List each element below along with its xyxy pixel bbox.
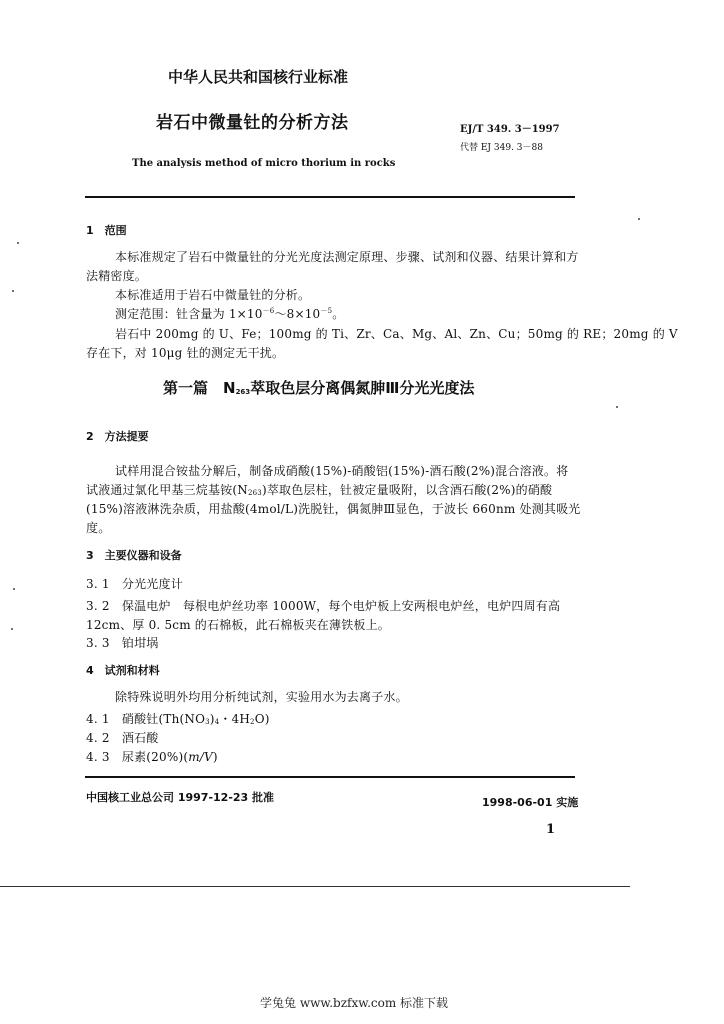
section-4-heading: 4 试剂和材料 bbox=[86, 664, 160, 677]
section-1-heading: 1 范围 bbox=[86, 224, 127, 237]
scan-speck bbox=[638, 218, 640, 220]
section-3-item-1: 3. 1 分光光度计 bbox=[86, 577, 183, 591]
section-2-line-1: 试样用混合铵盐分解后，制备成硝酸(15%)-硝酸铝(15%)-酒石酸(2%)混合溶液。将 bbox=[115, 464, 569, 478]
section-2-line-3: (15%)溶液淋洗杂质，用盐酸(4mol/L)洗脱钍，偶氮胂Ⅲ显色，于波长 660nm 处测其吸光 bbox=[86, 502, 581, 516]
footer-rule bbox=[85, 776, 575, 778]
section-1-measurement-range: 测定范围：钍含量为 $1\times 10^{-6}\sim 8\times 10^{-5}$。 bbox=[115, 307, 345, 321]
section-1-paragraph-1-line-2: 法精密度。 bbox=[86, 269, 148, 283]
page-number: 1 bbox=[546, 822, 556, 837]
section-4-item-2: 4. 2 酒石酸 bbox=[86, 731, 159, 745]
section-2-heading: 2 方法提要 bbox=[86, 430, 149, 443]
document-title-en: The analysis method of micro thorium in rocks bbox=[132, 158, 396, 169]
section-2-line-4: 度。 bbox=[86, 521, 111, 535]
document-title-cn: 岩石中微量钍的分析方法 bbox=[156, 113, 349, 133]
part-1-heading: 第一篇 $N_{263}$萃取色层分离偶氮胂Ⅲ分光光度法 bbox=[163, 379, 475, 397]
section-3-heading: 3 主要仪器和设备 bbox=[86, 549, 182, 562]
scan-speck bbox=[17, 242, 19, 244]
standard-type: 中华人民共和国核行业标准 bbox=[168, 68, 349, 86]
section-2-line-2: 试液通过氯化甲基三烷基铵$(N_{263})$萃取色层柱，钍被定量吸附，以含酒石酸(2%)的硝酸 bbox=[86, 483, 553, 497]
section-1-paragraph-4-line-1: 岩石中 200mg 的 U、Fe；100mg 的 Ti、Zr、Ca、Mg、Al、Zn、Cu；50mg 的 RE；20mg 的 V bbox=[115, 327, 678, 341]
section-1-paragraph-2: 本标准适用于岩石中微量钍的分析。 bbox=[115, 288, 311, 302]
section-1-paragraph-4-line-2: 存在下，对 10μg 钍的测定无干扰。 bbox=[86, 346, 285, 360]
section-1-paragraph-1-line-1: 本标准规定了岩石中微量钍的分光光度法测定原理、步骤、试剂和仪器、结果计算和方 bbox=[115, 250, 579, 264]
section-3-item-3: 3. 3 铂坩埚 bbox=[86, 636, 159, 650]
scan-speck bbox=[11, 628, 13, 630]
scan-speck bbox=[12, 290, 14, 292]
watermark-text: 学兔兔 www.bzfxw.com 标准下载 bbox=[260, 996, 449, 1010]
effective-date: 1998-06-01 实施 bbox=[482, 796, 579, 809]
section-4-intro: 除特殊说明外均用分析纯试剂，实验用水为去离子水。 bbox=[115, 690, 408, 704]
section-3-item-2-line-2: 12cm、厚 0. 5cm 的石棉板，此石棉板夹在薄铁板上。 bbox=[86, 618, 390, 632]
section-4-item-3: 4. 3 尿素(20%)(m/V) bbox=[86, 750, 218, 764]
scan-speck bbox=[13, 588, 15, 590]
page-bottom-rule bbox=[0, 886, 630, 887]
standard-code: EJ/T 349. 3－1997 bbox=[460, 124, 560, 135]
section-4-item-1: 4. 1 硝酸钍($Th(NO_3)_4$・$4H_2O$) bbox=[86, 712, 270, 726]
replaces-code: 代替 EJ 349. 3－88 bbox=[460, 143, 543, 153]
approval-date: 中国核工业总公司 1997-12-23 批准 bbox=[86, 791, 275, 804]
section-3-item-2-line-1: 3. 2 保温电炉 每根电炉丝功率 1000W，每个电炉板上安两根电炉丝，电炉四周有高 bbox=[86, 599, 561, 613]
scan-speck bbox=[616, 406, 618, 408]
header-rule bbox=[85, 196, 575, 198]
